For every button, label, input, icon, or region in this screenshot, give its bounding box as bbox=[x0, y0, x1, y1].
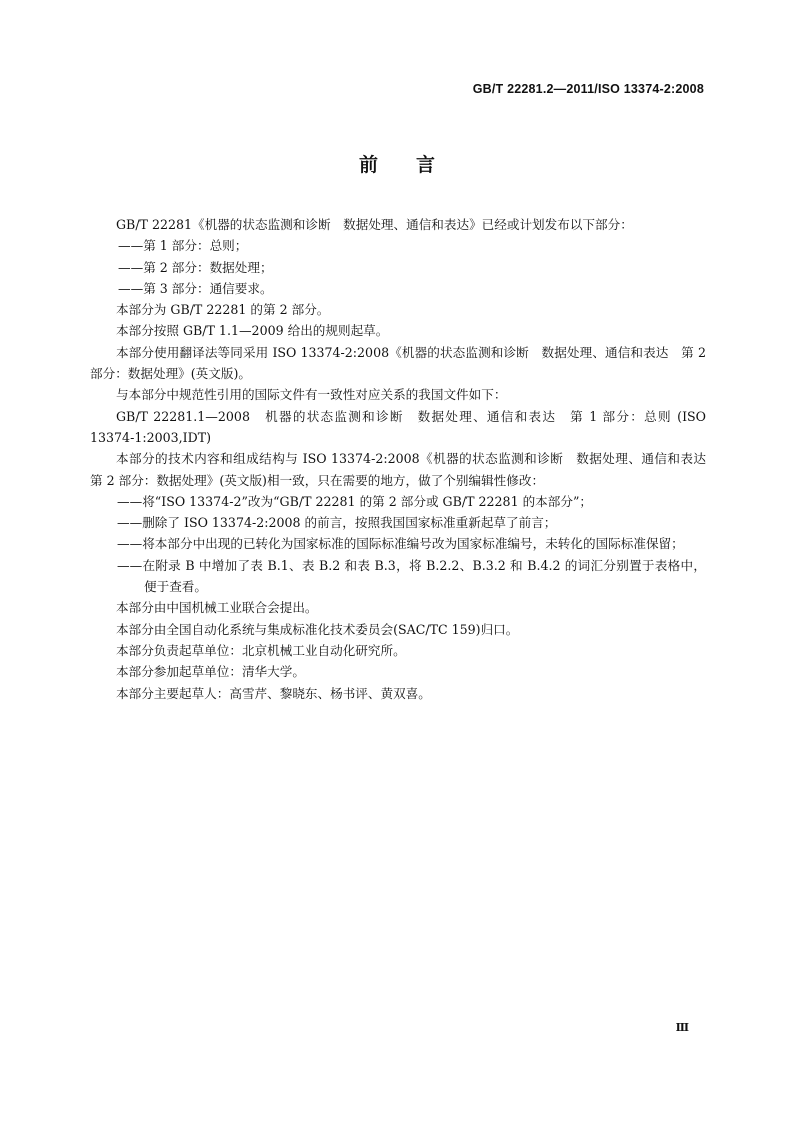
list-item-modification-1: ——将“ISO 13374-2”改为“GB/T 22281 的第 2 部分或 GB/T 22281 的本部分”； bbox=[117, 493, 592, 509]
paragraph-technical-content: 本部分的技术内容和组成结构与 ISO 13374-2:2008《机器的状态监测和诊断 数据处理、通信和表达 第 2 部分：数据处理》(英文版)相一致，只在需要的地方，做了个别编辑性修改： bbox=[90, 451, 719, 488]
list-item-modification-2: ——删除了 ISO 13374-2:2008 的前言，按照我国国家标准重新起草了前言； bbox=[117, 515, 557, 531]
paragraph-reference-intro: 与本部分中规范性引用的国际文件有一致性对应关系的我国文件如下： bbox=[116, 387, 507, 403]
list-item-part-3: ——第 3 部分：通信要求。 bbox=[118, 280, 273, 296]
paragraph-parts-intro: GB/T 22281《机器的状态监测和诊断 数据处理、通信和表达》已经或计划发布以下部分： bbox=[116, 217, 633, 232]
paragraph-administrator: 本部分由全国自动化系统与集成标准化技术委员会(SAC/TC 159)归口。 bbox=[116, 621, 519, 637]
paragraph-drafting-rules: 本部分按照 GB/T 1.1—2009 给出的规则起草。 bbox=[116, 323, 389, 339]
list-item-part-2: ——第 2 部分：数据处理； bbox=[118, 259, 273, 275]
paragraph-proposer: 本部分由中国机械工业联合会提出。 bbox=[116, 600, 318, 616]
foreword-body bbox=[90, 214, 719, 704]
list-item-modification-4: ——在附录 B 中增加了表 B.1、表 B.2 和表 B.3，将 B.2.2、B.3.2 和 B.4.2 的词汇分别置于表格中，便于查看。 bbox=[117, 557, 706, 595]
paragraph-reference-doc: GB/T 22281.1—2008 机器的状态监测和诊断 数据处理、通信和表达 第 1 部分：总则 (ISO 13374-1:2003,IDT) bbox=[90, 408, 706, 445]
paragraph-part-statement: 本部分为 GB/T 22281 的第 2 部分。 bbox=[116, 302, 330, 318]
list-item-modification-3: ——将本部分中出现的已转化为国家标准的国际标准编号改为国家标准编号，未转化的国际标准保留； bbox=[117, 536, 684, 552]
paragraph-lead-drafter: 本部分负责起草单位：北京机械工业自动化研究所。 bbox=[116, 642, 406, 658]
page-title: 前言 bbox=[358, 154, 473, 176]
list-item-part-1: ——第 1 部分：总则； bbox=[118, 238, 248, 254]
page-number: Ⅲ bbox=[675, 1021, 689, 1034]
standard-code-header: GB/T 22281.2—2011/ISO 13374-2:2008 bbox=[472, 82, 704, 96]
paragraph-adoption: 本部分使用翻译法等同采用 ISO 13374-2:2008《机器的状态监测和诊断 数据处理、通信和表达 第 2 部分：数据处理》(英文版)。 bbox=[90, 344, 706, 382]
paragraph-main-drafters: 本部分主要起草人：高雪芹、黎晓东、杨书评、黄双喜。 bbox=[116, 685, 431, 701]
paragraph-participating-drafter: 本部分参加起草单位：清华大学。 bbox=[116, 664, 305, 680]
